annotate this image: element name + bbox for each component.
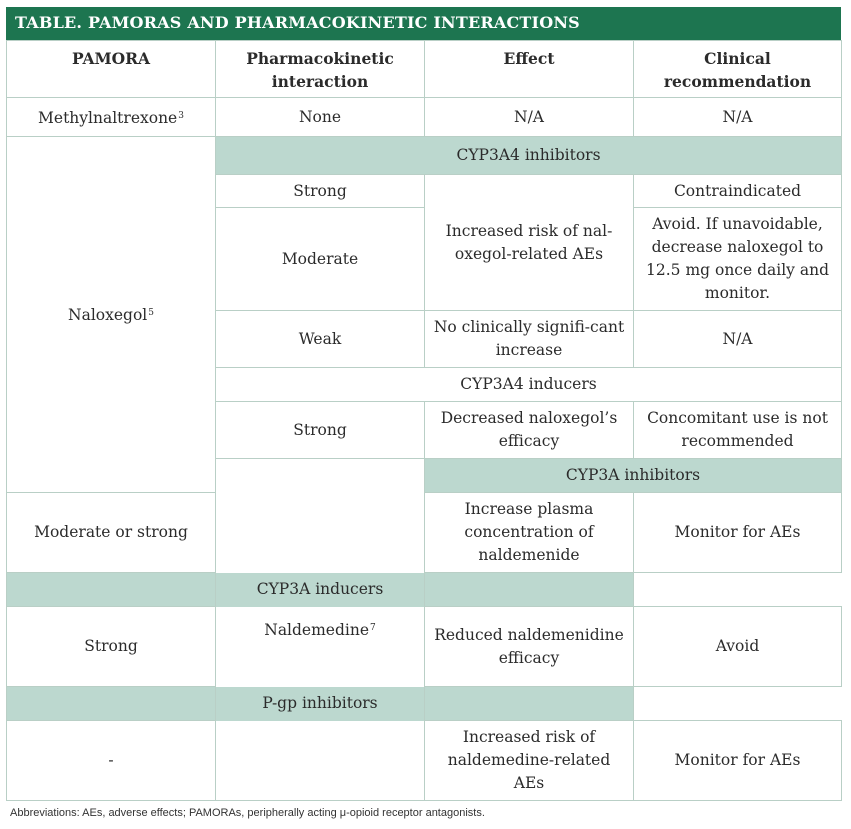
table-row [7, 607, 842, 687]
reference-number: 3 [178, 110, 184, 121]
interaction-cell: Weak [216, 311, 425, 368]
header-pamora: PAMORA [7, 41, 216, 98]
header-recommendation: Clinical recommendation [634, 41, 842, 98]
effect-cell: Increased risk of nal-oxegol-related AEs [425, 175, 634, 311]
section-header: CYP3A inducers [7, 573, 634, 607]
drug-cell [7, 98, 216, 137]
abbreviations-footnote: Abbreviations: AEs, adverse effects; PAMORAs, peripherally acting μ-opioid receptor antagonists. [10, 807, 485, 819]
header-effect: Effect [425, 41, 634, 98]
drug-name: Naloxegol [68, 306, 148, 324]
interaction-cell: Moderate [216, 208, 425, 311]
recommendation-cell: Contraindicated [634, 175, 842, 208]
table-row [7, 98, 842, 137]
effect-cell: Increased risk of naldemedine-related AEs [425, 721, 634, 801]
recommendation-cell: N/A [634, 311, 842, 368]
interaction-cell: Strong [216, 175, 425, 208]
section-header: CYP3A4 inducers [216, 368, 842, 402]
pamora-table-container [6, 7, 841, 801]
recommendation-cell: Monitor for AEs [634, 721, 842, 801]
interaction-cell: - [7, 721, 216, 801]
drug-cell [7, 137, 216, 493]
drug-cell [216, 459, 425, 801]
section-header: CYP3A inhibitors [425, 459, 842, 493]
section-header: CYP3A4 inhibitors [216, 137, 842, 175]
effect-cell: Reduced naldemenidine efficacy [425, 607, 634, 687]
table-row [7, 573, 842, 607]
recommendation-cell: Avoid [634, 607, 842, 687]
table-row [7, 687, 842, 721]
table-row [7, 721, 842, 801]
recommendation-cell: Concomitant use is not recommended [634, 402, 842, 459]
drug-name: Naldemedine [264, 621, 370, 639]
effect-cell: No clinically signifi-cant increase [425, 311, 634, 368]
recommendation-cell: Monitor for AEs [634, 493, 842, 573]
reference-number: 7 [370, 623, 376, 633]
recommendation-cell: Avoid. If unavoidable, decrease naloxegol to 12.5 mg once daily and monitor. [634, 208, 842, 311]
effect-cell: Increase plasma concentration of naldemenide [425, 493, 634, 573]
interaction-cell: Moderate or strong [7, 493, 216, 573]
table-row [7, 493, 842, 573]
header-interaction: Pharmacokinetic interaction [216, 41, 425, 98]
recommendation-cell: N/A [634, 98, 842, 137]
section-header: P-gp inhibitors [7, 687, 634, 721]
pamora-table [6, 40, 842, 801]
drug-name: Methylnaltrexone [38, 108, 178, 127]
interaction-cell: None [216, 98, 425, 137]
effect-cell: N/A [425, 98, 634, 137]
table-title: TABLE. PAMORAS AND PHARMACOKINETIC INTERACTIONS [6, 7, 841, 40]
interaction-cell: Strong [7, 607, 216, 687]
header-row [7, 41, 842, 98]
interaction-cell: Strong [216, 402, 425, 459]
reference-number: 5 [148, 308, 154, 318]
table-row [7, 137, 842, 175]
effect-cell: Decreased naloxegol’s efficacy [425, 402, 634, 459]
